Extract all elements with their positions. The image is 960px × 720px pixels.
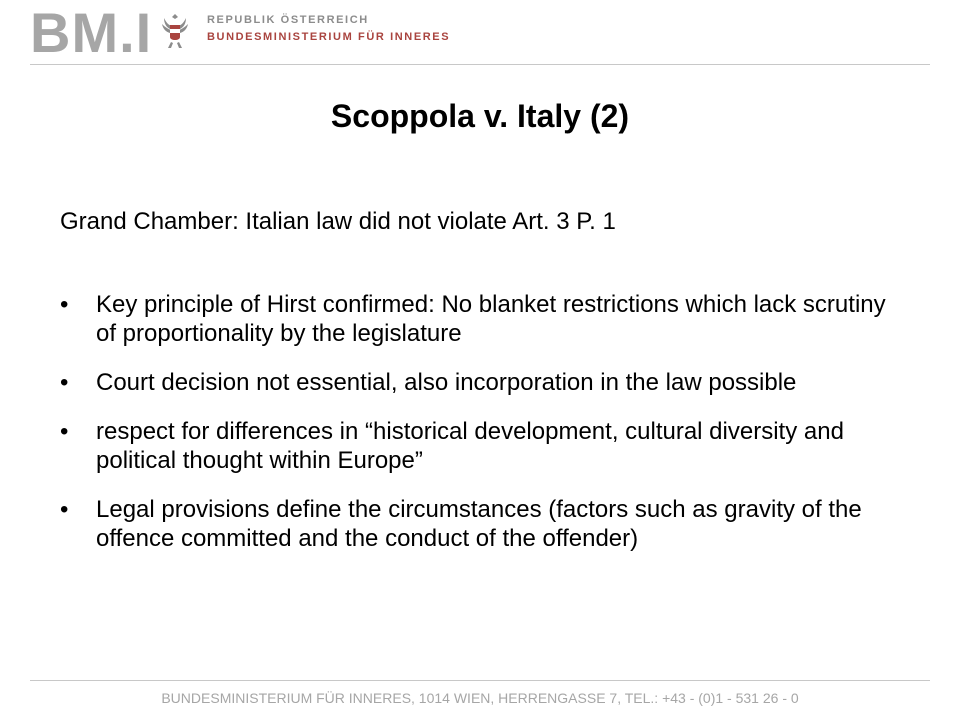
ministry-label: BUNDESMINISTERIUM FÜR INNERES <box>207 31 451 43</box>
bullet-icon: • <box>60 418 69 445</box>
bullet-text: Legal provisions define the circumstances (factors such as gravity of the offence committed and the conduct of the offender) <box>96 496 862 552</box>
top-divider <box>30 64 930 65</box>
bullet-text: respect for differences in “historical development, cultural diversity and political thought within Europe” <box>96 418 844 474</box>
bullet-item <box>60 495 910 553</box>
bottom-divider <box>30 680 930 681</box>
header <box>0 0 960 66</box>
header-text <box>207 12 450 46</box>
bullet-icon: • <box>60 291 69 318</box>
bullet-item <box>60 417 910 475</box>
bullet-text: Key principle of Hirst confirmed: No blanket restrictions which lack scrutiny of proportionality by the legislature <box>96 291 886 347</box>
republic-label: REPUBLIK ÖSTERREICH <box>207 14 369 26</box>
slide-subtitle: Grand Chamber: Italian law did not violate Art. 3 P. 1 <box>60 208 616 235</box>
bullet-item <box>60 368 910 397</box>
bullet-text: Court decision not essential, also incorporation in the law possible <box>96 369 797 396</box>
austrian-eagle-icon <box>160 12 190 50</box>
bullet-list <box>60 290 910 573</box>
bullet-item <box>60 290 910 348</box>
bullet-icon: • <box>60 496 69 523</box>
bmi-logo: BM.I <box>30 1 153 64</box>
slide-title: Scoppola v. Italy (2) <box>330 98 630 134</box>
footer-address: BUNDESMINISTERIUM FÜR INNERES, 1014 WIEN, HERRENGASSE 7, TEL.: +43 - (0)1 - 531 26 - 0 <box>161 690 799 706</box>
bullet-icon: • <box>60 369 69 396</box>
